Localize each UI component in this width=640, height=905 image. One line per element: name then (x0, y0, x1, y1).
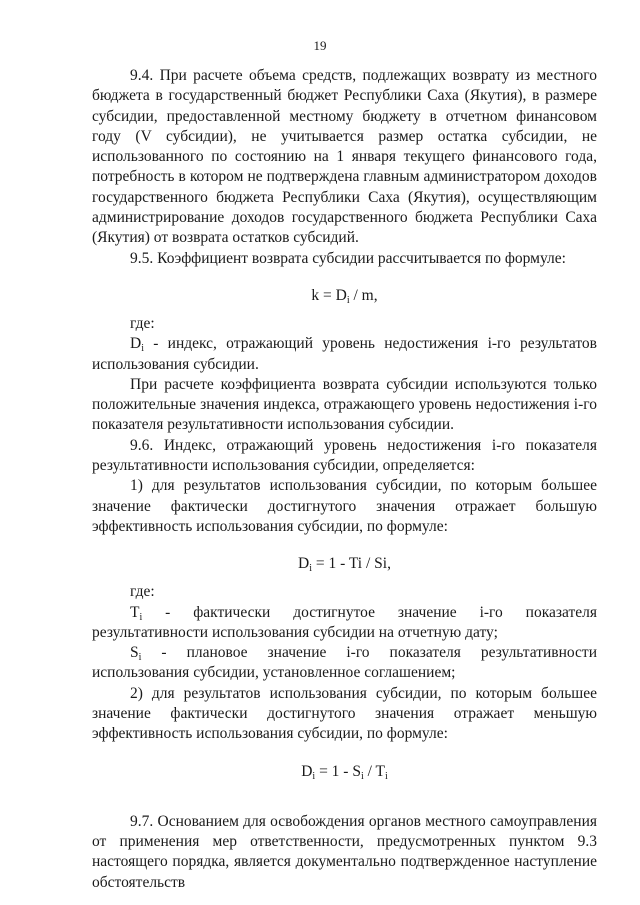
paragraph-9-6: 9.6. Индекс, отражающий уровень недостижения i-го показателя результативности использования субсидии, определяется: (92, 436, 597, 475)
paragraph-positive-values: При расчете коэффициента возврата субсидии используются только положительные значения индекса, отражающего уровень недостижения i-го показателя результативности использования субсидии. (92, 375, 597, 434)
formula-index-1: $D_i = 1 - Ti / Si$, (298, 555, 391, 575)
definition-si: $S_i$ - плановое значение i-го показателя результативности использования субсидии, установленное соглашением; (92, 644, 597, 682)
definition-ti: $T_i$ - фактически достигнутое значение i-го показателя результативности использования субсидии на отчетную дату; (92, 603, 597, 641)
formula-index-2: $D_i = 1 - S_i / T_i$ (301, 762, 388, 782)
paragraph-9-5: 9.5. Коэффициент возврата субсидии рассчитывается по формуле: (130, 249, 566, 267)
list-item-2: 2) для результатов использования субсидии, по которым большее значение фактически достигнутого значения отражает меньшую эффективность использования субсидии, по формуле: (92, 684, 597, 743)
page-number: 19 (313, 38, 327, 53)
list-item-1: 1) для результатов использования субсидии, по которым большее значение фактически достигнутого значения отражает большую эффективность использования субсидии, по формуле: (92, 477, 597, 535)
paragraph-9-4: 9.4. При расчете объема средств, подлежащих возврату из местного бюджета в государственный бюджет Республики Саха (Якутия), в размере субсидии, предоставленной местному бюджету в отчетном финансовом году (V субсидии), не учитывается размер остатка субсидии, не использованного по состоянию на 1 января текущего финансового года, потребность в котором не подтверждена главным администратором доходов государственного бюджета Республики Саха (Якутия), осуществляющим администрирование доходов государственного бюджета Республики Саха (Якутия) от возврата остатков субсидий. (92, 67, 597, 247)
formula-return-coefficient: $k = D_i / m$, (311, 286, 378, 306)
where-label: где: (130, 583, 155, 601)
document-body (92, 66, 597, 893)
definition-di: $D_i$ - индекс, отражающий уровень недостижения i-го результатов использования субсидии. (92, 335, 597, 373)
paragraph-9-7: 9.7. Основанием для освобождения органов местного самоуправления от применения мер ответственности, предусмотренных пунктом 9.3 настоящего порядка, является документально подтвержденное наступление обстоятельств (92, 812, 597, 891)
where-label: где: (130, 314, 155, 332)
